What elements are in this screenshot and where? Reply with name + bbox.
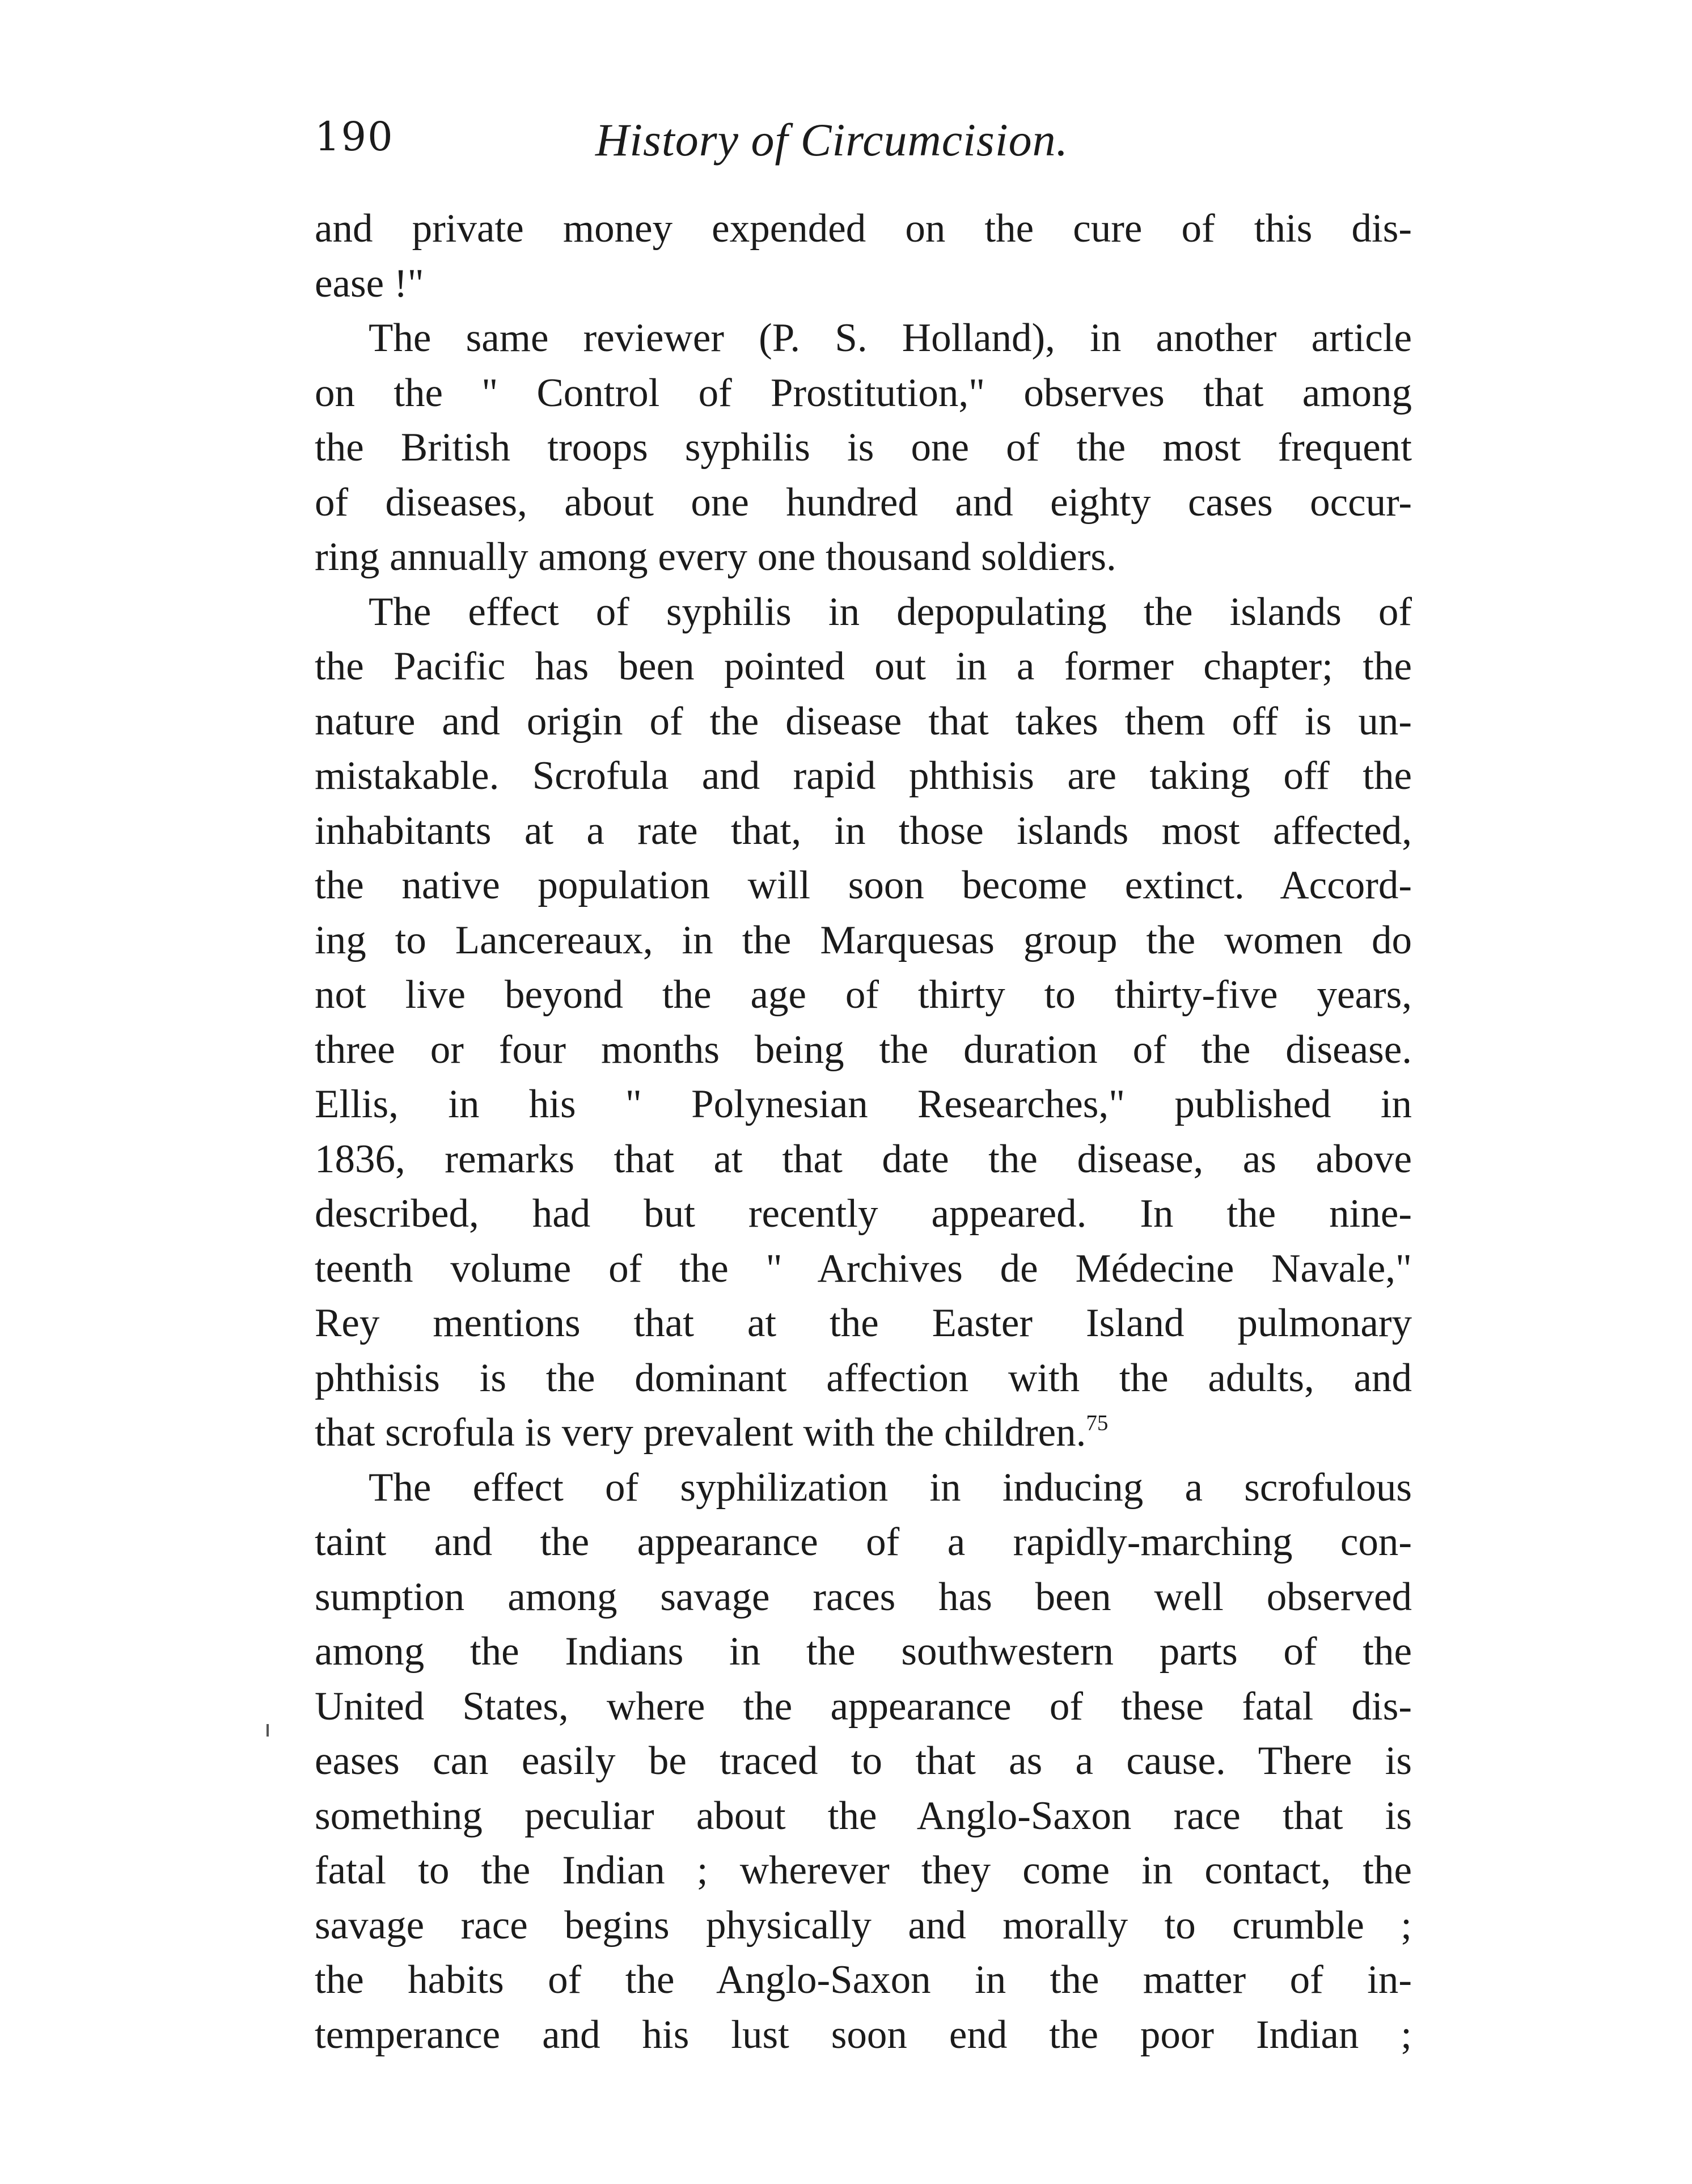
text-line: 1836, remarks that at that date the disease, as above [315, 1137, 1412, 1181]
page-header [315, 113, 1412, 170]
text-line: and private money expended on the cure of this dis- [315, 206, 1412, 251]
text-line: The effect of syphilization in inducing a scrofulous [369, 1465, 1412, 1510]
text-line: taint and the appearance of a rapidly-marching con- [315, 1520, 1412, 1564]
paragraph-4 [315, 1460, 1412, 2063]
text-line: the British troops syphilis is one of the most frequent [315, 425, 1412, 470]
text-line: the habits of the Anglo-Saxon in the matter of in- [315, 1958, 1412, 2002]
text-line: United States, where the appearance of these fatal dis- [315, 1684, 1412, 1729]
text-line: the Pacific has been pointed out in a former chapter; the [315, 644, 1412, 688]
text-line: the native population will soon become extinct. Accord- [315, 863, 1412, 907]
margin-mark [267, 1724, 269, 1737]
text-line: savage race begins physically and morally to crumble ; [315, 1903, 1412, 1948]
text-line: on the " Control of Prostitution," observes that among [315, 370, 1412, 415]
text-line: that scrofula is very prevalent with the children. [315, 1410, 1086, 1455]
paragraph-3 [315, 585, 1412, 1460]
text-line: fatal to the Indian ; wherever they come in contact, the [315, 1848, 1412, 1892]
text-line: temperance and his lust soon end the poor Indian ; [315, 2012, 1412, 2057]
text-line: something peculiar about the Anglo-Saxon race that is [315, 1793, 1412, 1838]
text-line: phthisis is the dominant affection with the adults, and [315, 1355, 1412, 1400]
text-line: sumption among savage races has been well observed [315, 1574, 1412, 1619]
text-line: Ellis, in his " Polynesian Researches," published in [315, 1082, 1412, 1126]
text-line: three or four months being the duration of the disease. [315, 1027, 1412, 1072]
text-line: inhabitants at a rate that, in those islands most affected, [315, 808, 1412, 853]
footnote-reference: 75 [1086, 1410, 1109, 1435]
text-line: described, had but recently appeared. In the nine- [315, 1192, 1412, 1236]
text-line: ring annually among every one thousand soldiers. [315, 535, 1116, 579]
paragraph-2 [315, 311, 1412, 585]
text-line: eases can easily be traced to that as a cause. There is [315, 1739, 1412, 1783]
text-line: teenth volume of the " Archives de Médecine Navale," [315, 1246, 1412, 1291]
text-line: ease !" [315, 261, 424, 306]
body-text [315, 201, 1412, 2062]
text-line: ing to Lancereaux, in the Marquesas group the women do [315, 918, 1412, 962]
text-line-with-footnote [315, 1405, 1412, 1460]
text-line: The same reviewer (P. S. Holland), in another article [369, 316, 1412, 360]
text-line: not live beyond the age of thirty to thirty-five years, [315, 973, 1412, 1017]
text-line: nature and origin of the disease that takes them off is un- [315, 699, 1412, 744]
page-number: 190 [315, 113, 394, 160]
text-line: mistakable. Scrofula and rapid phthisis are taking off the [315, 754, 1412, 798]
text-line: among the Indians in the southwestern parts of the [315, 1629, 1412, 1674]
text-line: Rey mentions that at the Easter Island pulmonary [315, 1301, 1412, 1345]
paragraph-1 [315, 201, 1412, 311]
text-line: The effect of syphilis in depopulating the islands of [369, 589, 1412, 634]
running-title: History of Circumcision. [595, 114, 1069, 166]
text-line: of diseases, about one hundred and eighty cases occur- [315, 480, 1412, 525]
